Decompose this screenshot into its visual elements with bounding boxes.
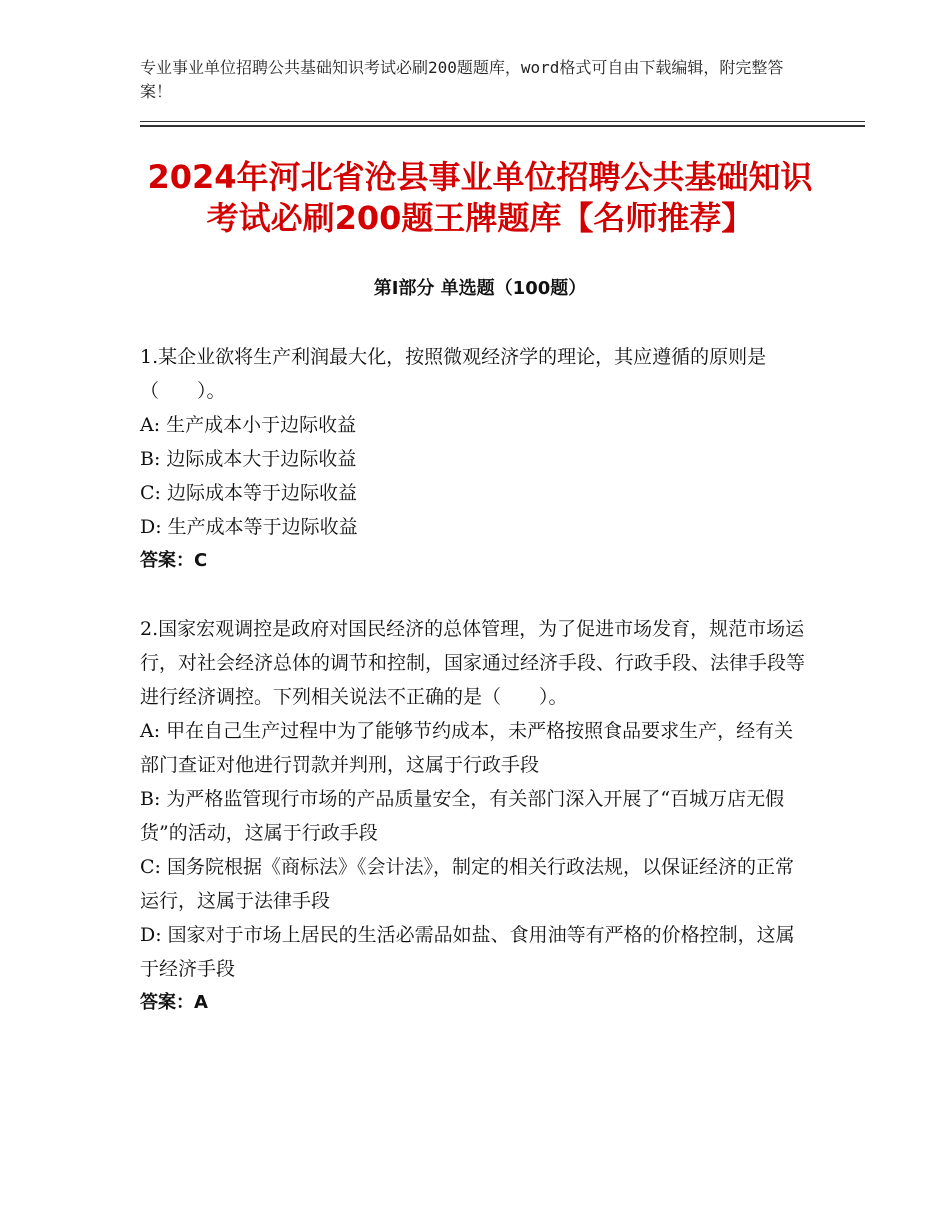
- answer-label: 答案：A: [140, 992, 208, 1013]
- question-stem: 1.某企业欲将生产利润最大化，按照微观经济学的理论，其应遵循的原则是（ ）。: [140, 346, 767, 402]
- option-d: D: 生产成本等于边际收益: [140, 516, 358, 538]
- answer-label: 答案：C: [140, 550, 208, 571]
- option-d: D: 国家对于市场上居民的生活必需品如盐、食用油等有严格的价格控制，这属于经济手段: [140, 924, 795, 980]
- option-a: A: 甲在自己生产过程中为了能够节约成本，未严格按照食品要求生产，经有关部门查证对他进行罚款并判刑，这属于行政手段: [140, 720, 794, 776]
- document-title: 2024年河北省沧县事业单位招聘公共基础知识考试必刷200题王牌题库【名师推荐】: [147, 158, 813, 237]
- question-1: [140, 340, 808, 578]
- option-c: C: 国务院根据《商标法》《会计法》，制定的相关行政法规，以保证经济的正常运行，这属于法律手段: [140, 856, 794, 912]
- question-stem: 2.国家宏观调控是政府对国民经济的总体管理，为了促进市场发育，规范市场运行，对社会经济总体的调节和控制，国家通过经济手段、行政手段、法律手段等进行经济调控。下列相关说法不正确的是（ ）。: [140, 618, 806, 708]
- question-list: [140, 340, 808, 1054]
- section-title: 第Ⅰ部分 单选题（100题）: [373, 278, 587, 299]
- header-note: 专业事业单位招聘公共基础知识考试必刷200题题库，word格式可自由下载编辑，附完整答案！: [140, 58, 784, 101]
- option-a: A: 生产成本小于边际收益: [140, 414, 357, 436]
- header-divider: [140, 121, 865, 122]
- option-b: B: 边际成本大于边际收益: [140, 448, 357, 470]
- question-2: [140, 612, 808, 1020]
- option-b: B: 为严格监管现行市场的产品质量安全，有关部门深入开展了“百城万店无假货”的活动，这属于行政手段: [140, 788, 785, 844]
- header-divider-thick: [140, 125, 865, 127]
- option-c: C: 边际成本等于边际收益: [140, 482, 357, 504]
